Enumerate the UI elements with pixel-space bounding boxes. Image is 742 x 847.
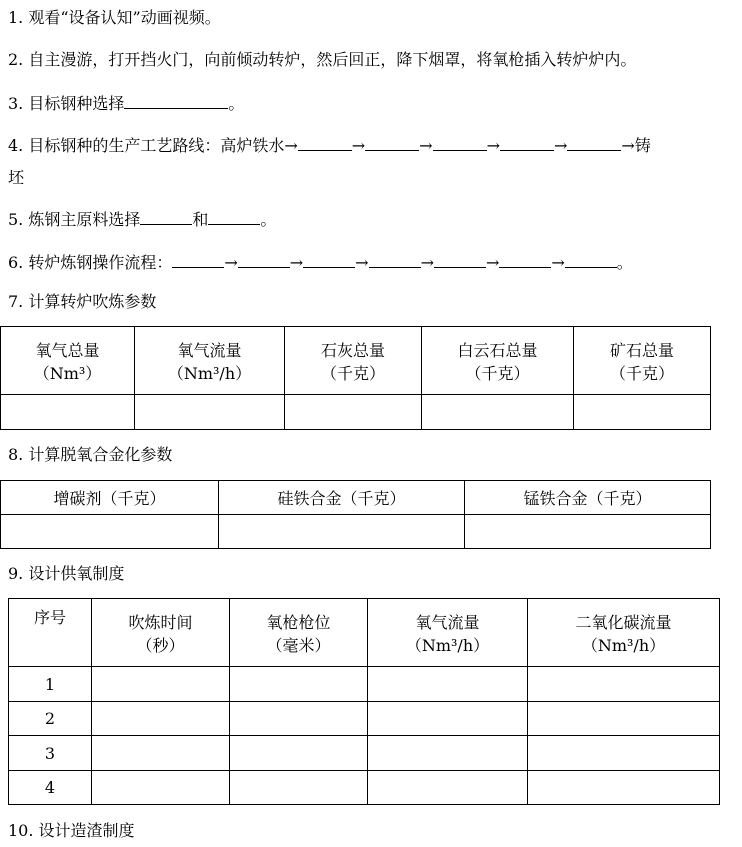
table-header: 白云石总量 （千克） — [422, 327, 574, 395]
table-cell[interactable] — [368, 702, 528, 736]
process-blank-1[interactable] — [172, 251, 224, 268]
table-cell[interactable] — [368, 771, 528, 805]
process-arrow: → — [355, 253, 369, 272]
item-2: 2. 自主漫游，打开挡火门，向前倾动转炉，然后回正，降下烟罩，将氧枪插入转炉炉内。 — [8, 50, 637, 69]
item-8: 8. 计算脱氧合金化参数 — [8, 445, 173, 464]
process-blank-7[interactable] — [565, 251, 617, 268]
table-header: 增碳剂（千克） — [1, 481, 219, 515]
table-cell[interactable] — [92, 667, 230, 702]
table-header: 氧气流量 （Nm³/h） — [135, 327, 285, 395]
process-arrow: → — [551, 253, 565, 272]
table-header: 序号 — [9, 599, 92, 667]
table-cell[interactable] — [528, 667, 720, 702]
process-blank-3[interactable] — [303, 251, 355, 268]
table-cell[interactable] — [92, 702, 230, 736]
table-cell[interactable] — [230, 771, 368, 805]
route-blank-2[interactable] — [365, 134, 419, 151]
item-6-suffix: 。 — [616, 253, 633, 272]
table-cell[interactable] — [528, 736, 720, 771]
route-blank-3[interactable] — [433, 134, 487, 151]
table-cell[interactable] — [368, 667, 528, 702]
item-3-label: 3. 目标钢种选择 — [8, 94, 125, 113]
table-cell[interactable] — [230, 736, 368, 771]
table-header: 氧枪枪位 （毫米） — [230, 599, 368, 667]
row-number: 4 — [9, 771, 92, 805]
item-3 — [8, 92, 244, 114]
route-blank-5[interactable] — [567, 134, 621, 151]
table-cell[interactable] — [465, 515, 711, 549]
table-header: 氧气总量 （Nm³） — [1, 327, 135, 395]
item-10: 10. 设计造渣制度 — [8, 821, 135, 840]
item-5-and: 和 — [192, 210, 209, 229]
item-4 — [8, 134, 651, 156]
table-row — [9, 667, 720, 702]
target-steel-blank[interactable] — [124, 92, 228, 109]
process-arrow: → — [224, 253, 238, 272]
route-arrow: → — [351, 136, 366, 155]
raw-material-blank-1[interactable] — [140, 208, 192, 225]
process-blank-4[interactable] — [369, 251, 421, 268]
table-cell[interactable] — [528, 771, 720, 805]
process-arrow: → — [289, 253, 304, 272]
row-number: 3 — [9, 736, 92, 771]
table-cell[interactable] — [422, 395, 574, 430]
item-5-suffix: 。 — [260, 210, 277, 229]
route-arrow: → — [486, 136, 500, 155]
table-cell[interactable] — [230, 667, 368, 702]
table-cell[interactable] — [368, 736, 528, 771]
route-blank-4[interactable] — [500, 134, 554, 151]
table-row — [9, 702, 720, 736]
table-cell[interactable] — [1, 515, 219, 549]
item-7: 7. 计算转炉吹炼参数 — [8, 292, 157, 311]
deoxidation-alloying-table — [0, 480, 711, 549]
table-cell[interactable] — [219, 515, 465, 549]
process-blank-5[interactable] — [434, 251, 486, 268]
raw-material-blank-2[interactable] — [208, 208, 260, 225]
process-blank-6[interactable] — [499, 251, 551, 268]
item-4-end: →铸 — [621, 136, 651, 155]
item-3-suffix: 。 — [228, 94, 245, 113]
table-header: 矿石总量 （千克） — [574, 327, 711, 395]
table-cell[interactable] — [230, 702, 368, 736]
table-row — [9, 736, 720, 771]
table-header: 石灰总量 （千克） — [285, 327, 422, 395]
route-arrow: → — [419, 136, 433, 155]
process-arrow: → — [485, 253, 500, 272]
item-4-continued: 坯 — [8, 168, 25, 187]
item-9: 9. 设计供氧制度 — [8, 564, 125, 583]
table-header: 二氧化碳流量 （Nm³/h） — [528, 599, 720, 667]
item-5 — [8, 208, 276, 230]
process-arrow: → — [420, 253, 434, 272]
item-6 — [8, 251, 633, 273]
item-4-label: 4. 目标钢种的生产工艺路线：高炉铁水→ — [8, 136, 298, 155]
row-number: 1 — [9, 667, 92, 702]
table-cell[interactable] — [92, 771, 230, 805]
item-6-label: 6. 转炉炼钢操作流程： — [8, 253, 173, 272]
table-cell[interactable] — [574, 395, 711, 430]
table-cell[interactable] — [528, 702, 720, 736]
blowing-parameters-table — [0, 326, 711, 430]
table-header: 氧气流量 （Nm³/h） — [368, 599, 528, 667]
route-blank-1[interactable] — [298, 134, 352, 151]
item-1: 1. 观看“设备认知”动画视频。 — [8, 8, 221, 27]
process-blank-2[interactable] — [238, 251, 290, 268]
table-cell[interactable] — [135, 395, 285, 430]
table-header: 硅铁合金（千克） — [219, 481, 465, 515]
row-number: 2 — [9, 702, 92, 736]
table-cell[interactable] — [285, 395, 422, 430]
item-5-label: 5. 炼钢主原料选择 — [8, 210, 141, 229]
route-arrow: → — [553, 136, 568, 155]
table-cell[interactable] — [92, 736, 230, 771]
table-header: 锰铁合金（千克） — [465, 481, 711, 515]
table-cell[interactable] — [1, 395, 135, 430]
table-row — [9, 771, 720, 805]
oxygen-supply-table — [8, 598, 720, 805]
table-header: 吹炼时间 （秒） — [92, 599, 230, 667]
